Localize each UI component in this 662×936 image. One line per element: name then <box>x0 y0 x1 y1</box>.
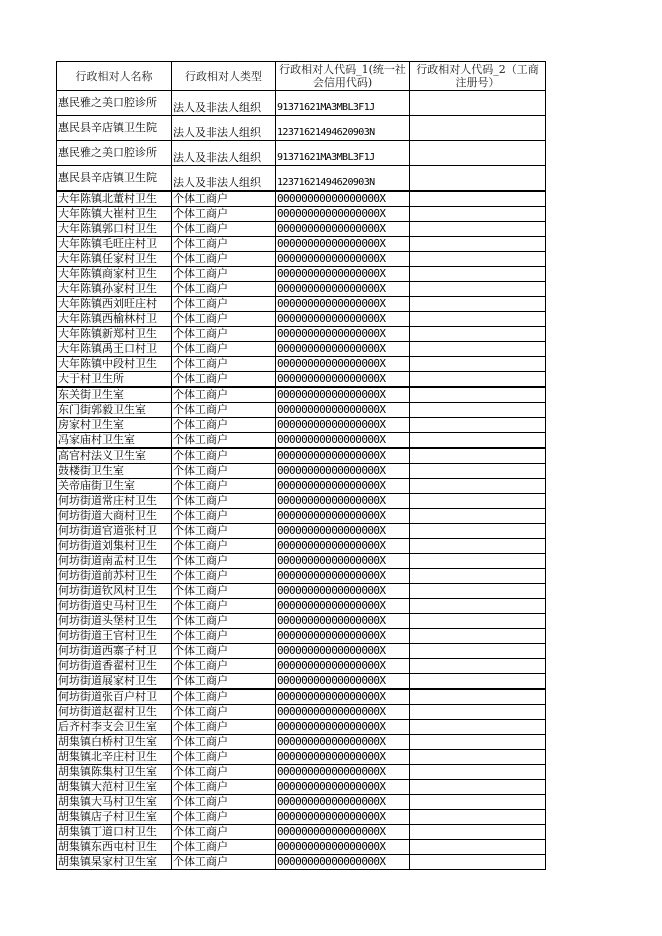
cell-name[interactable]: 鼓楼街卫生室 <box>57 464 172 479</box>
cell-code2[interactable] <box>410 644 546 659</box>
cell-type[interactable]: 个体工商户 <box>172 554 276 569</box>
table-row <box>57 116 546 141</box>
cell-code1[interactable]: 00000000000000000X <box>276 387 410 403</box>
cell-code1[interactable]: 00000000000000000X <box>276 479 410 494</box>
cell-name[interactable]: 何坊街道王官村卫生 <box>57 629 172 644</box>
cell-name[interactable]: 大于村卫生所 <box>57 372 172 388</box>
cell-code2[interactable] <box>410 750 546 765</box>
cell-name[interactable]: 后齐村李支会卫生室 <box>57 720 172 735</box>
cell-code1[interactable]: 00000000000000000X <box>276 357 410 372</box>
table-row <box>57 282 546 297</box>
cell-name[interactable]: 何坊街道赵翟村卫生 <box>57 705 172 720</box>
cell-code2[interactable] <box>410 765 546 780</box>
cell-code2[interactable] <box>410 689 546 705</box>
cell-name[interactable]: 胡集镇白桥村卫生室 <box>57 735 172 750</box>
cell-code1[interactable]: 00000000000000000X <box>276 705 410 720</box>
cell-name[interactable]: 大年陈镇西刘旺庄村 <box>57 297 172 312</box>
cell-code2[interactable] <box>410 116 546 141</box>
cell-code2[interactable] <box>410 825 546 840</box>
cell-code2[interactable] <box>410 509 546 524</box>
cell-code1[interactable]: 00000000000000000X <box>276 524 410 539</box>
data-table <box>56 61 546 870</box>
cell-name[interactable]: 惠民雅之美口腔诊所 <box>57 141 172 166</box>
table-row <box>57 810 546 825</box>
cell-code2[interactable] <box>410 312 546 327</box>
cell-name[interactable]: 胡集镇杲家村卫生室 <box>57 855 172 870</box>
cell-name[interactable]: 惠民县辛店镇卫生院 <box>57 166 172 192</box>
cell-code1[interactable]: 91371621MA3MBL3F1J <box>276 141 410 166</box>
cell-code2[interactable] <box>410 780 546 795</box>
cell-code1[interactable]: 91371621MA3MBL3F1J <box>276 91 410 116</box>
table-row <box>57 825 546 840</box>
table-row <box>57 464 546 479</box>
cell-type[interactable]: 个体工商户 <box>172 252 276 267</box>
cell-code1[interactable]: 00000000000000000X <box>276 418 410 433</box>
cell-type[interactable]: 个体工商户 <box>172 765 276 780</box>
cell-type[interactable]: 个体工商户 <box>172 674 276 690</box>
cell-code2[interactable] <box>410 357 546 372</box>
cell-name[interactable]: 何坊街道官道张村卫 <box>57 524 172 539</box>
cell-code2[interactable] <box>410 267 546 282</box>
cell-type[interactable]: 个体工商户 <box>172 855 276 870</box>
cell-code1[interactable]: 00000000000000000X <box>276 735 410 750</box>
cell-code2[interactable] <box>410 327 546 342</box>
cell-type[interactable]: 个体工商户 <box>172 191 276 207</box>
cell-type[interactable]: 个体工商户 <box>172 569 276 584</box>
cell-name[interactable]: 大年陈镇中段村卫生 <box>57 357 172 372</box>
cell-code2[interactable] <box>410 403 546 418</box>
table-row <box>57 448 546 464</box>
cell-type[interactable]: 个体工商户 <box>172 689 276 705</box>
table-row <box>57 614 546 629</box>
cell-type[interactable]: 个体工商户 <box>172 644 276 659</box>
cell-name[interactable]: 何坊街道香翟村卫生 <box>57 659 172 674</box>
cell-type[interactable]: 个体工商户 <box>172 795 276 810</box>
cell-code2[interactable] <box>410 810 546 825</box>
cell-name[interactable]: 何坊街道钦风村卫生 <box>57 584 172 599</box>
cell-type[interactable]: 个体工商户 <box>172 629 276 644</box>
table-row <box>57 191 546 207</box>
table-row <box>57 479 546 494</box>
table-row <box>57 539 546 554</box>
table-row <box>57 855 546 870</box>
cell-type[interactable]: 法人及非法人组织 <box>172 141 276 166</box>
cell-code1[interactable]: 12371621494620903N <box>276 116 410 141</box>
cell-code2[interactable] <box>410 539 546 554</box>
cell-code2[interactable] <box>410 191 546 207</box>
table-row <box>57 207 546 222</box>
cell-type[interactable]: 个体工商户 <box>172 433 276 449</box>
cell-code2[interactable] <box>410 494 546 509</box>
cell-type[interactable]: 个体工商户 <box>172 342 276 357</box>
cell-code2[interactable] <box>410 166 546 192</box>
header-type[interactable]: 行政相对人类型 <box>172 62 276 91</box>
cell-type[interactable]: 个体工商户 <box>172 237 276 252</box>
cell-name[interactable]: 何坊街道刘集村卫生 <box>57 539 172 554</box>
cell-code1[interactable]: 00000000000000000X <box>276 584 410 599</box>
cell-type[interactable]: 个体工商户 <box>172 403 276 418</box>
cell-code2[interactable] <box>410 448 546 464</box>
cell-code1[interactable]: 00000000000000000X <box>276 403 410 418</box>
cell-type[interactable]: 个体工商户 <box>172 418 276 433</box>
cell-type[interactable]: 个体工商户 <box>172 810 276 825</box>
cell-name[interactable]: 大年陈镇毛旺庄村卫 <box>57 237 172 252</box>
cell-name[interactable]: 惠民县辛店镇卫生院 <box>57 116 172 141</box>
cell-code1[interactable]: 00000000000000000X <box>276 629 410 644</box>
header-name[interactable]: 行政相对人名称 <box>57 62 172 91</box>
table-row <box>57 312 546 327</box>
cell-type[interactable]: 个体工商户 <box>172 840 276 855</box>
cell-code1[interactable]: 00000000000000000X <box>276 297 410 312</box>
table-row <box>57 297 546 312</box>
cell-code1[interactable]: 00000000000000000X <box>276 252 410 267</box>
table-row <box>57 91 546 116</box>
cell-type[interactable]: 个体工商户 <box>172 312 276 327</box>
cell-code2[interactable] <box>410 207 546 222</box>
cell-type[interactable]: 法人及非法人组织 <box>172 166 276 192</box>
table-row <box>57 720 546 735</box>
cell-name[interactable]: 冯家庙村卫生室 <box>57 433 172 449</box>
cell-type[interactable]: 个体工商户 <box>172 539 276 554</box>
table-row <box>57 222 546 237</box>
cell-type[interactable]: 个体工商户 <box>172 659 276 674</box>
cell-type[interactable]: 个体工商户 <box>172 599 276 614</box>
table-row <box>57 372 546 388</box>
cell-code1[interactable]: 00000000000000000X <box>276 840 410 855</box>
cell-code2[interactable] <box>410 554 546 569</box>
header-row <box>57 62 546 91</box>
cell-code2[interactable] <box>410 705 546 720</box>
cell-code2[interactable] <box>410 252 546 267</box>
cell-code1[interactable]: 00000000000000000X <box>276 222 410 237</box>
cell-code2[interactable] <box>410 297 546 312</box>
cell-code2[interactable] <box>410 584 546 599</box>
cell-name[interactable]: 大年陈镇西榆林村卫 <box>57 312 172 327</box>
cell-code1[interactable]: 00000000000000000X <box>276 795 410 810</box>
table-row <box>57 252 546 267</box>
cell-type[interactable]: 个体工商户 <box>172 494 276 509</box>
cell-name[interactable]: 何坊街道展家村卫生 <box>57 674 172 690</box>
cell-code2[interactable] <box>410 282 546 297</box>
cell-type[interactable]: 个体工商户 <box>172 464 276 479</box>
cell-type[interactable]: 个体工商户 <box>172 448 276 464</box>
table-row <box>57 403 546 418</box>
cell-name[interactable]: 何坊街道常庄村卫生 <box>57 494 172 509</box>
table-row <box>57 644 546 659</box>
cell-name[interactable]: 何坊街道大商村卫生 <box>57 509 172 524</box>
cell-code2[interactable] <box>410 674 546 690</box>
cell-name[interactable]: 大年陈镇任家村卫生 <box>57 252 172 267</box>
cell-code2[interactable] <box>410 433 546 449</box>
table-row <box>57 237 546 252</box>
cell-code1[interactable]: 00000000000000000X <box>276 312 410 327</box>
table-row <box>57 418 546 433</box>
cell-code2[interactable] <box>410 418 546 433</box>
cell-code1[interactable]: 00000000000000000X <box>276 569 410 584</box>
table-row <box>57 780 546 795</box>
cell-type[interactable]: 个体工商户 <box>172 509 276 524</box>
cell-code2[interactable] <box>410 855 546 870</box>
cell-type[interactable]: 个体工商户 <box>172 387 276 403</box>
cell-name[interactable]: 何坊街道西寨子村卫 <box>57 644 172 659</box>
cell-name[interactable]: 胡集镇陈集村卫生室 <box>57 765 172 780</box>
cell-name[interactable]: 胡集镇大马村卫生室 <box>57 795 172 810</box>
cell-code1[interactable]: 00000000000000000X <box>276 599 410 614</box>
cell-name[interactable]: 胡集镇大范村卫生室 <box>57 780 172 795</box>
table-row <box>57 599 546 614</box>
cell-code1[interactable]: 00000000000000000X <box>276 342 410 357</box>
cell-type[interactable]: 个体工商户 <box>172 207 276 222</box>
cell-code2[interactable] <box>410 795 546 810</box>
table-row <box>57 433 546 449</box>
table-row <box>57 584 546 599</box>
cell-name[interactable]: 东关街卫生室 <box>57 387 172 403</box>
cell-code1[interactable]: 00000000000000000X <box>276 327 410 342</box>
cell-code1[interactable]: 00000000000000000X <box>276 644 410 659</box>
cell-type[interactable]: 个体工商户 <box>172 357 276 372</box>
cell-code1[interactable]: 00000000000000000X <box>276 689 410 705</box>
cell-code1[interactable]: 00000000000000000X <box>276 207 410 222</box>
cell-code2[interactable] <box>410 720 546 735</box>
table-row <box>57 342 546 357</box>
cell-type[interactable]: 个体工商户 <box>172 705 276 720</box>
table-row <box>57 765 546 780</box>
table-row <box>57 509 546 524</box>
header-code1[interactable]: 行政相对人代码_1(统一社会信用代码) <box>276 62 410 91</box>
table-row <box>57 659 546 674</box>
table-row <box>57 357 546 372</box>
cell-code2[interactable] <box>410 237 546 252</box>
cell-type[interactable]: 个体工商户 <box>172 584 276 599</box>
table-row <box>57 569 546 584</box>
cell-code1[interactable]: 00000000000000000X <box>276 464 410 479</box>
cell-code1[interactable]: 00000000000000000X <box>276 448 410 464</box>
cell-type[interactable]: 个体工商户 <box>172 735 276 750</box>
cell-type[interactable]: 个体工商户 <box>172 297 276 312</box>
cell-type[interactable]: 个体工商户 <box>172 825 276 840</box>
cell-type[interactable]: 个体工商户 <box>172 282 276 297</box>
cell-code1[interactable]: 00000000000000000X <box>276 825 410 840</box>
cell-code2[interactable] <box>410 614 546 629</box>
cell-name[interactable]: 高官村法义卫生室 <box>57 448 172 464</box>
cell-code1[interactable]: 00000000000000000X <box>276 433 410 449</box>
cell-code1[interactable]: 00000000000000000X <box>276 372 410 388</box>
cell-type[interactable]: 个体工商户 <box>172 524 276 539</box>
cell-name[interactable]: 惠民雅之美口腔诊所 <box>57 91 172 116</box>
table-row <box>57 689 546 705</box>
cell-type[interactable]: 个体工商户 <box>172 327 276 342</box>
cell-code2[interactable] <box>410 141 546 166</box>
cell-code2[interactable] <box>410 629 546 644</box>
cell-code1[interactable]: 00000000000000000X <box>276 554 410 569</box>
cell-code1[interactable]: 00000000000000000X <box>276 765 410 780</box>
table-row <box>57 795 546 810</box>
cell-code2[interactable] <box>410 735 546 750</box>
cell-code1[interactable]: 00000000000000000X <box>276 810 410 825</box>
cell-type[interactable]: 个体工商户 <box>172 750 276 765</box>
cell-code1[interactable]: 00000000000000000X <box>276 539 410 554</box>
cell-code1[interactable]: 00000000000000000X <box>276 855 410 870</box>
cell-name[interactable]: 大年陈镇北董村卫生 <box>57 191 172 207</box>
cell-code2[interactable] <box>410 464 546 479</box>
cell-code1[interactable]: 12371621494620903N <box>276 166 410 192</box>
cell-type[interactable]: 法人及非法人组织 <box>172 116 276 141</box>
cell-name[interactable]: 大年陈镇新郑村卫生 <box>57 327 172 342</box>
cell-code2[interactable] <box>410 840 546 855</box>
cell-name[interactable]: 胡集镇东西屯村卫生 <box>57 840 172 855</box>
cell-code1[interactable]: 00000000000000000X <box>276 674 410 690</box>
table-row <box>57 750 546 765</box>
cell-code2[interactable] <box>410 91 546 116</box>
cell-code2[interactable] <box>410 222 546 237</box>
table-row <box>57 327 546 342</box>
cell-code1[interactable]: 00000000000000000X <box>276 237 410 252</box>
table-row <box>57 629 546 644</box>
cell-type[interactable]: 个体工商户 <box>172 614 276 629</box>
cell-name[interactable]: 何坊街道史马村卫生 <box>57 599 172 614</box>
table-row <box>57 674 546 690</box>
cell-type[interactable]: 个体工商户 <box>172 267 276 282</box>
cell-name[interactable]: 何坊街道张百户村卫 <box>57 689 172 705</box>
cell-name[interactable]: 大年陈镇商家村卫生 <box>57 267 172 282</box>
table-row <box>57 735 546 750</box>
cell-name[interactable]: 大年陈镇孙家村卫生 <box>57 282 172 297</box>
cell-name[interactable]: 胡集镇丁道口村卫生 <box>57 825 172 840</box>
cell-code2[interactable] <box>410 479 546 494</box>
cell-code2[interactable] <box>410 659 546 674</box>
table-row <box>57 840 546 855</box>
cell-name[interactable]: 大年陈镇禹王口村卫 <box>57 342 172 357</box>
cell-code1[interactable]: 00000000000000000X <box>276 267 410 282</box>
cell-code2[interactable] <box>410 342 546 357</box>
table-row <box>57 166 546 192</box>
cell-name[interactable]: 胡集镇店子村卫生室 <box>57 810 172 825</box>
cell-type[interactable]: 个体工商户 <box>172 222 276 237</box>
cell-code1[interactable]: 00000000000000000X <box>276 750 410 765</box>
cell-type[interactable]: 法人及非法人组织 <box>172 91 276 116</box>
cell-name[interactable]: 何坊街道前苏村卫生 <box>57 569 172 584</box>
table-row <box>57 141 546 166</box>
cell-name[interactable]: 大年陈镇郭口村卫生 <box>57 222 172 237</box>
cell-code1[interactable]: 00000000000000000X <box>276 191 410 207</box>
cell-type[interactable]: 个体工商户 <box>172 780 276 795</box>
table-row <box>57 524 546 539</box>
cell-code1[interactable]: 00000000000000000X <box>276 282 410 297</box>
cell-type[interactable]: 个体工商户 <box>172 372 276 388</box>
cell-code1[interactable]: 00000000000000000X <box>276 780 410 795</box>
cell-code1[interactable]: 00000000000000000X <box>276 614 410 629</box>
cell-name[interactable]: 胡集镇北辛庄村卫生 <box>57 750 172 765</box>
cell-name[interactable]: 关帝庙街卫生室 <box>57 479 172 494</box>
cell-name[interactable]: 何坊街道头堡村卫生 <box>57 614 172 629</box>
cell-type[interactable]: 个体工商户 <box>172 720 276 735</box>
table-row <box>57 494 546 509</box>
table-row <box>57 554 546 569</box>
cell-code2[interactable] <box>410 599 546 614</box>
cell-code1[interactable]: 00000000000000000X <box>276 494 410 509</box>
cell-code1[interactable]: 00000000000000000X <box>276 720 410 735</box>
cell-code2[interactable] <box>410 569 546 584</box>
cell-type[interactable]: 个体工商户 <box>172 479 276 494</box>
cell-code2[interactable] <box>410 372 546 388</box>
header-code2[interactable]: 行政相对人代码_2（工商注册号） <box>410 62 546 91</box>
table-row <box>57 387 546 403</box>
cell-name[interactable]: 房家村卫生室 <box>57 418 172 433</box>
cell-name[interactable]: 何坊街道南孟村卫生 <box>57 554 172 569</box>
cell-name[interactable]: 大年陈镇大崔村卫生 <box>57 207 172 222</box>
cell-code2[interactable] <box>410 387 546 403</box>
table-row <box>57 267 546 282</box>
cell-code1[interactable]: 00000000000000000X <box>276 509 410 524</box>
table-row <box>57 705 546 720</box>
cell-code1[interactable]: 00000000000000000X <box>276 659 410 674</box>
cell-code2[interactable] <box>410 524 546 539</box>
cell-name[interactable]: 东门街郭毅卫生室 <box>57 403 172 418</box>
spreadsheet <box>56 61 546 870</box>
